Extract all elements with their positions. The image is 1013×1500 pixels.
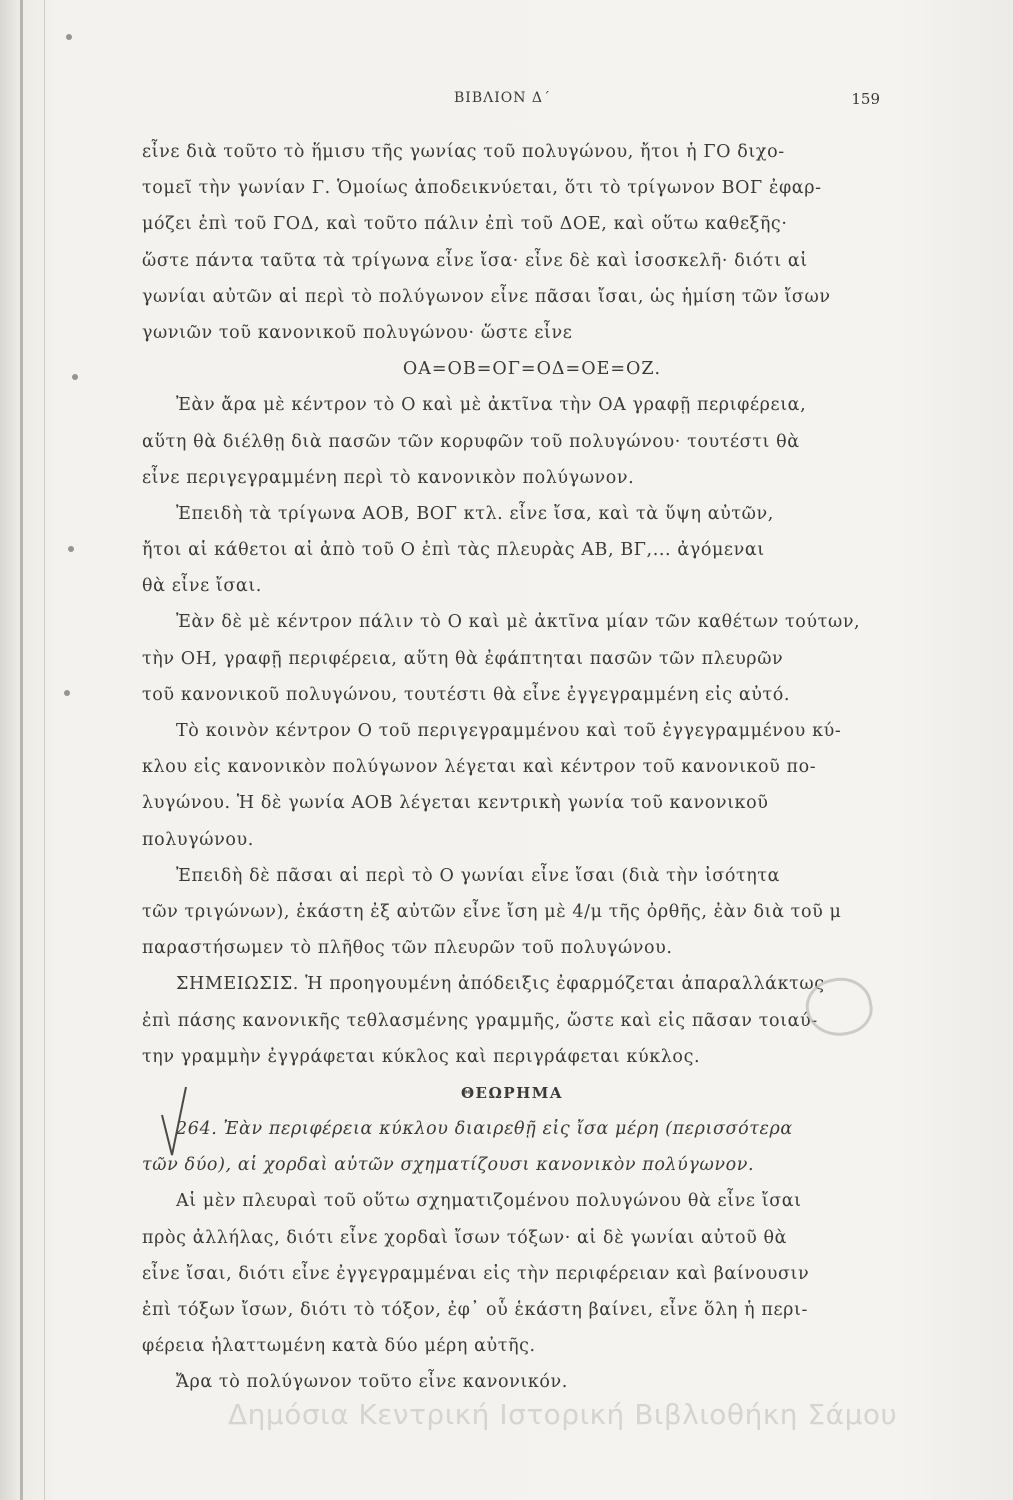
running-head: ΒΙΒΛΙΟΝ Δ΄ [454,90,552,106]
body-text [142,134,882,1401]
page-fold-line [44,0,45,1500]
edge-speck [68,546,74,552]
text-line: φέρεια ἠλαττωμένη κατὰ δύο μέρη αὐτῆς. [142,1336,536,1357]
text-line: εἶνε διὰ τοῦτο τὸ ἥμισυ τῆς γωνίας τοῦ πολυγώνου, ἤτοι ἡ ΓΟ διχο- [142,142,785,162]
handwritten-check-mark [160,1085,190,1157]
text-line: Ἐπειδὴ δὲ πᾶσαι αἱ περὶ τὸ Ο γωνίαι εἶνε ἴσαι (διὰ τὴν ἰσότητα [176,865,781,886]
text-line: γωνιῶν τοῦ κανονικοῦ πολυγώνου· ὥστε εἶνε [142,322,573,343]
page-header [140,90,880,120]
text-line: εἶνε περιγεγραμμένη περὶ τὸ κανονικὸν πολύγωνον. [142,467,635,488]
text-line: ἐπὶ πάσης κανονικῆς τεθλασμένης γραμμῆς, ὥστε καὶ εἰς πᾶσαν τοιαύ- [142,1010,818,1031]
text-line: πολυγώνου. [142,829,254,850]
edge-speck [64,690,70,696]
edge-speck [72,374,78,380]
text-line: ἐπὶ τόξων ἴσων, διότι τὸ τόξον, ἐφ᾽ οὗ ἑκάστη βαίνει, εἶνε ὅλη ἡ περι- [142,1300,809,1320]
remark-line: ΣΗΜΕΙΩΣΙΣ. Ἡ προηγουμένη ἀπόδειξις ἐφαρμόζεται ἀπαραλλάκτως [176,974,825,995]
text-line: γωνίαι αὐτῶν αἱ περὶ τὸ πολύγωνον εἶνε πᾶσαι ἴσαι, ὡς ἡμίση τῶν ἴσων [142,286,831,307]
text-line: Ἐπειδὴ τὰ τρίγωνα ΑΟΒ, ΒΟΓ κτλ. εἶνε ἴσα, καὶ τὰ ὕψη αὐτῶν, [176,503,774,524]
equation: ΟΑ=ΟΒ=ΟΓ=ΟΔ=ΟΕ=ΟΖ. [402,359,662,380]
text-line: αὕτη θὰ διέλθῃ διὰ πασῶν τῶν κορυφῶν τοῦ πολυγώνου· τουτέστι θὰ [142,431,800,452]
text-line: Αἱ μὲν πλευραὶ τοῦ οὕτω σχηματιζομένου πολυγώνου θὰ εἶνε ἴσαι [176,1191,802,1212]
text-line: πρὸς ἀλλήλας, διότι εἶνε χορδαὶ ἴσων τόξων· αἱ δὲ γωνίαι αὐτοῦ θὰ [142,1227,788,1248]
text-line: λυγώνου. Ἡ δὲ γωνία ΑΟΒ λέγεται κεντρικὴ γωνία τοῦ κανονικοῦ [142,793,769,814]
text-line: ὥστε πάντα ταῦτα τὰ τρίγωνα εἶνε ἴσα· εἶνε δὲ καὶ ἰσοσκελῆ· διότι αἱ [142,250,808,271]
text-line: Ἐὰν δὲ μὲ κέντρον πάλιν τὸ Ο καὶ μὲ ἀκτῖνα μίαν τῶν καθέτων τούτων, [176,612,861,633]
text-line: τῶν τριγώνων), ἑκάστη ἐξ αὐτῶν εἶνε ἴση μὲ 4/μ τῆς ὀρθῆς, ἐὰν διὰ τοῦ μ [142,901,842,922]
text-line: τομεῖ τὴν γωνίαν Γ. Ὁμοίως ἀποδεικνύεται, ὅτι τὸ τρίγωνον ΒΟΓ ἐφαρ- [142,178,822,199]
text-line: Ἐὰν ἄρα μὲ κέντρον τὸ Ο καὶ μὲ ἀκτῖνα τὴν ΟΑ γραφῇ περιφέρεια, [176,395,807,416]
theorem-statement: 264. Ἐὰν περιφέρεια κύκλου διαιρεθῇ εἰς ἴσα μέρη (περισσότερα [176,1119,793,1140]
text-line: εἶνε ἴσαι, διότι εἶνε ἐγγεγραμμέναι εἰς τὴν περιφέρειαν καὶ βαίνουσιν [142,1263,810,1284]
text-line: Ἄρα τὸ πολύγωνον τοῦτο εἶνε κανονικόν. [176,1372,568,1393]
text-line: θὰ εἶνε ἴσαι. [142,576,262,597]
text-line: παραστήσωμεν τὸ πλῆθος τῶν πλευρῶν τοῦ πολυγώνου. [142,938,673,959]
text-line: τὴν ΟΗ, γραφῇ περιφέρεια, αὕτη θὰ ἐφάπτηται πασῶν τῶν πλευρῶν [142,648,784,669]
theorem-heading: ΘΕΩΡΗΜΑ [460,1083,564,1102]
library-watermark: Δημόσια Κεντρική Ιστορική Βιβλιοθήκη Σάμου [228,1398,898,1431]
binding-shadow [20,0,23,1500]
text-line: Τὸ κοινὸν κέντρον Ο τοῦ περιγεγραμμένου καὶ τοῦ ἐγγεγραμμένου κύ- [176,721,842,741]
text-line: την γραμμὴν ἐγγράφεται κύκλος καὶ περιγράφεται κύκλος. [142,1046,701,1067]
theorem-statement: τῶν δύο), αἱ χορδαὶ αὐτῶν σχηματίζουσι κανονικὸν πολύγωνον. [142,1155,755,1176]
text-line: μόζει ἐπὶ τοῦ ΓΟΔ, καὶ τοῦτο πάλιν ἐπὶ τοῦ ΔΟΕ, καὶ οὕτω καθεξῆς· [142,214,788,235]
edge-speck [66,34,72,40]
text-line: ἤτοι αἱ κάθετοι αἱ ἀπὸ τοῦ Ο ἐπὶ τὰς πλευρὰς ΑΒ, ΒΓ,... ἀγόμεναι [142,540,765,561]
text-line: κλου εἰς κανονικὸν πολύγωνον λέγεται καὶ κέντρον τοῦ κανονικοῦ πο- [142,757,817,778]
page-number: 159 [851,90,880,108]
text-line: τοῦ κανονικοῦ πολυγώνου, τουτέστι θὰ εἶνε ἐγγεγραμμένη εἰς αὐτό. [142,684,791,705]
